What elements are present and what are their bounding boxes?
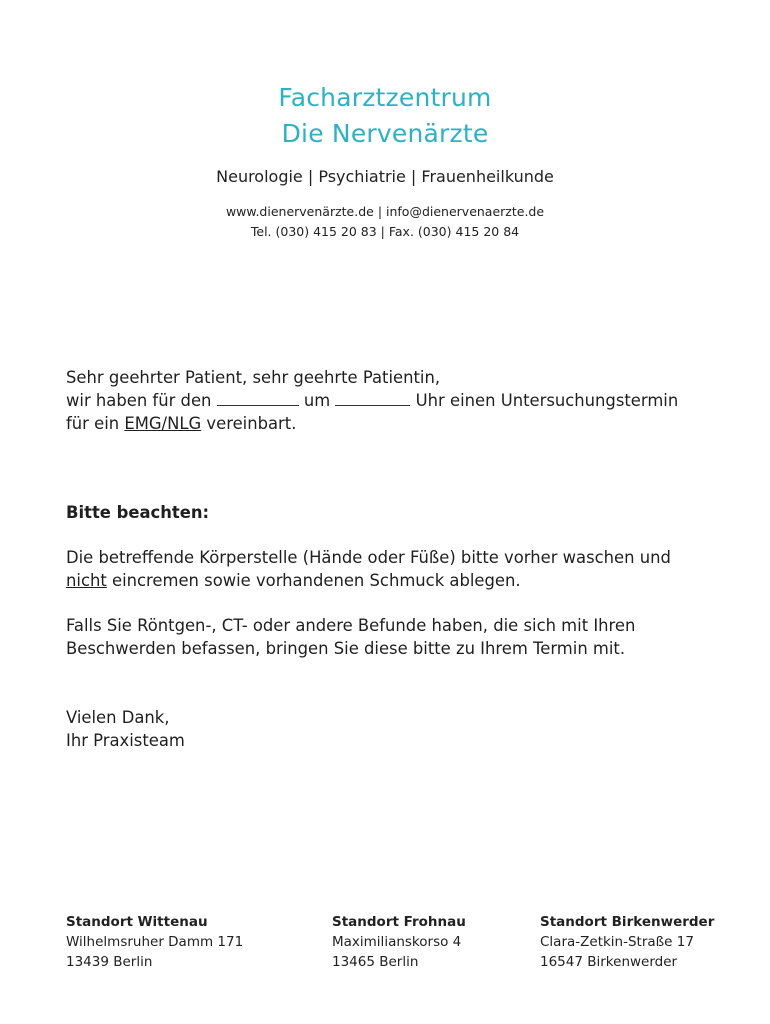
location-city: 16547 Birkenwerder — [540, 954, 678, 970]
appointment-text-2: um — [303, 391, 331, 410]
web-email: www.dienervenärzte.de | info@dienervenaerzte.de — [225, 204, 545, 219]
notice1-text-2: eincremen sowie vorhandenen Schmuck ablegen. — [112, 571, 521, 590]
location-wittenau — [66, 912, 243, 972]
appointment-text-3: Uhr einen Untersuchungstermin — [415, 391, 679, 410]
location-frohnau — [332, 912, 466, 972]
notice-paragraph-1 — [66, 546, 716, 592]
location-street: Clara-Zetkin-Straße 17 — [540, 934, 694, 950]
location-street: Wilhelmsruher Damm 171 — [66, 934, 244, 950]
location-city: 13465 Berlin — [332, 954, 419, 970]
letterhead — [0, 80, 770, 242]
closing — [66, 706, 716, 752]
practice-name-line2: Die Nervenärzte — [281, 119, 489, 148]
closing-line-1: Vielen Dank, — [66, 708, 170, 727]
phone-fax: Tel. (030) 415 20 83 | Fax. (030) 415 20 84 — [250, 224, 520, 239]
appointment-text-5: vereinbart. — [206, 414, 297, 433]
contact-info — [0, 202, 770, 242]
location-name: Standort Birkenwerder — [540, 914, 715, 930]
practice-name-line1: Facharztzentrum — [278, 83, 492, 112]
salutation: Sehr geehrter Patient, sehr geehrte Patientin, — [66, 368, 441, 387]
appointment-text-4: für ein — [66, 414, 120, 433]
location-birkenwerder — [540, 912, 714, 972]
notice-heading: Bitte beachten: — [66, 503, 210, 522]
notice-paragraph-2: Falls Sie Röntgen-, CT- oder andere Befunde haben, die sich mit Ihren Beschwerden befassen, bringen Sie diese bitte zu Ihrem Termin mit. — [66, 616, 636, 658]
exam-type: EMG/NLG — [124, 414, 202, 433]
notice1-text-1: Die betreffende Körperstelle (Hände oder Füße) bitte vorher waschen und — [66, 548, 671, 567]
location-city: 13439 Berlin — [66, 954, 153, 970]
location-street: Maximilianskorso 4 — [332, 934, 462, 950]
time-blank-line — [335, 391, 410, 406]
appointment-paragraph — [66, 389, 716, 435]
location-name: Standort Wittenau — [66, 914, 208, 930]
closing-line-2: Ihr Praxisteam — [66, 731, 185, 750]
date-blank-line — [217, 391, 299, 406]
specialties: Neurologie | Psychiatrie | Frauenheilkunde — [216, 167, 554, 186]
location-name: Standort Frohnau — [332, 914, 466, 930]
appointment-text-1: wir haben für den — [66, 391, 212, 410]
letter-body — [66, 366, 716, 752]
notice1-underlined: nicht — [66, 571, 107, 590]
